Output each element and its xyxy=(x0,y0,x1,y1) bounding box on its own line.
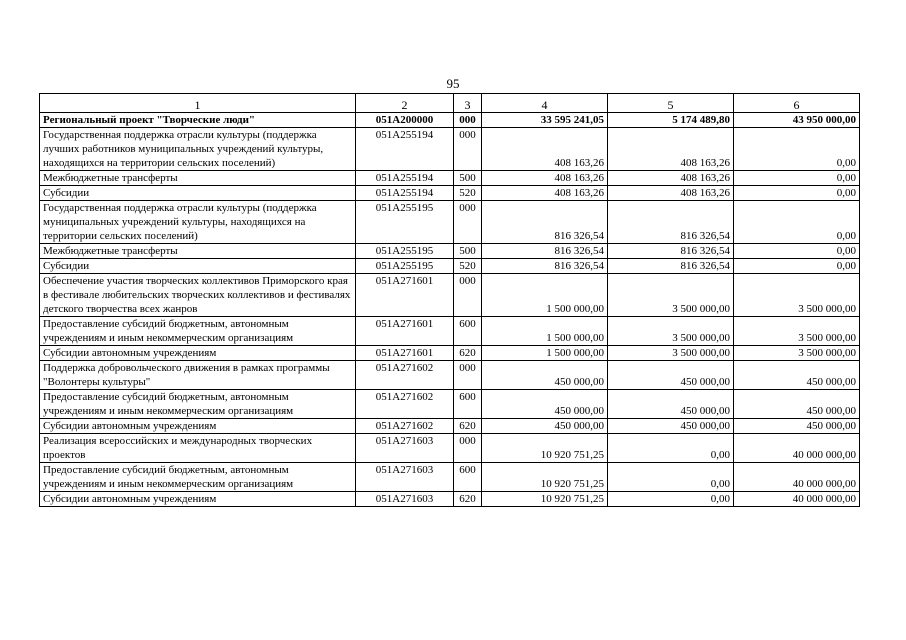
row-value-3-cell: 43 950 000,00 xyxy=(734,113,860,128)
row-name-cell: Субсидии автономным учреждениям xyxy=(40,419,356,434)
row-code-cell: 051A271601 xyxy=(356,274,454,317)
table-row xyxy=(40,317,860,346)
row-value-3-cell: 0,00 xyxy=(734,171,860,186)
row-type-cell: 520 xyxy=(454,259,482,274)
row-code-cell: 051A271603 xyxy=(356,434,454,463)
row-name-cell: Региональный проект "Творческие люди" xyxy=(40,113,356,128)
row-type-cell: 000 xyxy=(454,113,482,128)
row-type-cell: 500 xyxy=(454,244,482,259)
row-value-2-cell: 408 163,26 xyxy=(608,128,734,171)
row-name-cell: Субсидии автономным учреждениям xyxy=(40,346,356,361)
row-type-cell: 000 xyxy=(454,434,482,463)
row-value-1-cell: 450 000,00 xyxy=(482,419,608,434)
row-value-3-cell: 3 500 000,00 xyxy=(734,317,860,346)
row-value-3-cell: 40 000 000,00 xyxy=(734,463,860,492)
header-col-5: 5 xyxy=(608,94,734,113)
table-row xyxy=(40,419,860,434)
row-code-cell: 051A271601 xyxy=(356,317,454,346)
header-col-2: 2 xyxy=(356,94,454,113)
row-value-1-cell: 450 000,00 xyxy=(482,390,608,419)
row-type-cell: 000 xyxy=(454,274,482,317)
row-value-2-cell: 5 174 489,80 xyxy=(608,113,734,128)
row-name-cell: Субсидии xyxy=(40,186,356,201)
row-type-cell: 500 xyxy=(454,171,482,186)
row-name-cell: Предоставление субсидий бюджетным, автономным учреждениям и иным некоммерческим организациям xyxy=(40,390,356,419)
header-col-1: 1 xyxy=(40,94,356,113)
row-code-cell: 051A255194 xyxy=(356,171,454,186)
table-row xyxy=(40,390,860,419)
row-code-cell: 051A271602 xyxy=(356,390,454,419)
row-value-1-cell: 1 500 000,00 xyxy=(482,274,608,317)
row-name-cell: Государственная поддержка отрасли культуры (поддержка лучших работников муниципальных учреждений культуры, находящихся на территории сельских поселений) xyxy=(40,128,356,171)
table-row xyxy=(40,113,860,128)
row-code-cell: 051A255195 xyxy=(356,201,454,244)
row-value-3-cell: 40 000 000,00 xyxy=(734,492,860,507)
table-row xyxy=(40,128,860,171)
row-value-3-cell: 450 000,00 xyxy=(734,390,860,419)
row-value-1-cell: 816 326,54 xyxy=(482,259,608,274)
row-value-3-cell: 0,00 xyxy=(734,128,860,171)
row-name-cell: Реализация всероссийских и международных творческих проектов xyxy=(40,434,356,463)
row-code-cell: 051A255195 xyxy=(356,244,454,259)
row-value-3-cell: 0,00 xyxy=(734,186,860,201)
row-type-cell: 600 xyxy=(454,463,482,492)
row-value-2-cell: 3 500 000,00 xyxy=(608,346,734,361)
row-type-cell: 000 xyxy=(454,361,482,390)
table-row xyxy=(40,201,860,244)
row-value-2-cell: 816 326,54 xyxy=(608,244,734,259)
row-code-cell: 051A271603 xyxy=(356,492,454,507)
row-type-cell: 000 xyxy=(454,201,482,244)
row-type-cell: 620 xyxy=(454,492,482,507)
row-value-2-cell: 0,00 xyxy=(608,463,734,492)
row-value-2-cell: 816 326,54 xyxy=(608,201,734,244)
row-value-2-cell: 408 163,26 xyxy=(608,171,734,186)
row-name-cell: Субсидии автономным учреждениям xyxy=(40,492,356,507)
header-col-4: 4 xyxy=(482,94,608,113)
table-row xyxy=(40,244,860,259)
header-col-3: 3 xyxy=(454,94,482,113)
row-value-3-cell: 450 000,00 xyxy=(734,419,860,434)
table-row xyxy=(40,346,860,361)
row-value-2-cell: 450 000,00 xyxy=(608,390,734,419)
row-name-cell: Обеспечение участия творческих коллективов Приморского края в фестивале любительских творческих коллективов и фестивалях детского творчества всех жанров xyxy=(40,274,356,317)
row-type-cell: 620 xyxy=(454,346,482,361)
row-code-cell: 051A271601 xyxy=(356,346,454,361)
row-value-1-cell: 1 500 000,00 xyxy=(482,317,608,346)
row-value-3-cell: 450 000,00 xyxy=(734,361,860,390)
row-name-cell: Межбюджетные трансферты xyxy=(40,171,356,186)
row-value-3-cell: 3 500 000,00 xyxy=(734,274,860,317)
row-name-cell: Поддержка добровольческого движения в рамках программы "Волонтеры культуры" xyxy=(40,361,356,390)
row-name-cell: Предоставление субсидий бюджетным, автономным учреждениям и иным некоммерческим организациям xyxy=(40,463,356,492)
row-code-cell: 051A271602 xyxy=(356,419,454,434)
row-name-cell: Государственная поддержка отрасли культуры (поддержка муниципальных учреждений культуры, находящихся на территории сельских поселений) xyxy=(40,201,356,244)
table-header-row xyxy=(40,94,860,113)
row-value-2-cell: 0,00 xyxy=(608,434,734,463)
row-code-cell: 051A255194 xyxy=(356,186,454,201)
row-value-3-cell: 0,00 xyxy=(734,259,860,274)
row-value-2-cell: 3 500 000,00 xyxy=(608,317,734,346)
row-value-2-cell: 450 000,00 xyxy=(608,419,734,434)
row-value-1-cell: 1 500 000,00 xyxy=(482,346,608,361)
row-name-cell: Предоставление субсидий бюджетным, автономным учреждениям и иным некоммерческим организациям xyxy=(40,317,356,346)
row-type-cell: 520 xyxy=(454,186,482,201)
header-col-6: 6 xyxy=(734,94,860,113)
table-row xyxy=(40,361,860,390)
row-value-1-cell: 816 326,54 xyxy=(482,201,608,244)
row-code-cell: 051A271603 xyxy=(356,463,454,492)
table-row xyxy=(40,171,860,186)
row-value-3-cell: 3 500 000,00 xyxy=(734,346,860,361)
table-row xyxy=(40,463,860,492)
row-value-2-cell: 3 500 000,00 xyxy=(608,274,734,317)
row-name-cell: Межбюджетные трансферты xyxy=(40,244,356,259)
table-row xyxy=(40,186,860,201)
row-type-cell: 000 xyxy=(454,128,482,171)
row-value-3-cell: 40 000 000,00 xyxy=(734,434,860,463)
row-type-cell: 600 xyxy=(454,390,482,419)
row-value-3-cell: 0,00 xyxy=(734,244,860,259)
row-value-2-cell: 450 000,00 xyxy=(608,361,734,390)
table-row xyxy=(40,259,860,274)
table-row xyxy=(40,434,860,463)
row-name-cell: Субсидии xyxy=(40,259,356,274)
row-value-2-cell: 816 326,54 xyxy=(608,259,734,274)
row-value-1-cell: 33 595 241,05 xyxy=(482,113,608,128)
budget-table xyxy=(39,93,860,507)
row-value-1-cell: 10 920 751,25 xyxy=(482,492,608,507)
row-value-1-cell: 408 163,26 xyxy=(482,186,608,201)
row-code-cell: 051A255195 xyxy=(356,259,454,274)
table-row xyxy=(40,492,860,507)
row-code-cell: 051A200000 xyxy=(356,113,454,128)
row-type-cell: 600 xyxy=(454,317,482,346)
row-value-3-cell: 0,00 xyxy=(734,201,860,244)
table-row xyxy=(40,274,860,317)
row-value-1-cell: 450 000,00 xyxy=(482,361,608,390)
row-value-1-cell: 10 920 751,25 xyxy=(482,463,608,492)
page-number: 95 xyxy=(446,76,460,91)
row-value-1-cell: 816 326,54 xyxy=(482,244,608,259)
row-value-1-cell: 408 163,26 xyxy=(482,128,608,171)
row-value-2-cell: 0,00 xyxy=(608,492,734,507)
row-value-1-cell: 10 920 751,25 xyxy=(482,434,608,463)
row-type-cell: 620 xyxy=(454,419,482,434)
row-value-2-cell: 408 163,26 xyxy=(608,186,734,201)
row-code-cell: 051A255194 xyxy=(356,128,454,171)
row-value-1-cell: 408 163,26 xyxy=(482,171,608,186)
row-code-cell: 051A271602 xyxy=(356,361,454,390)
